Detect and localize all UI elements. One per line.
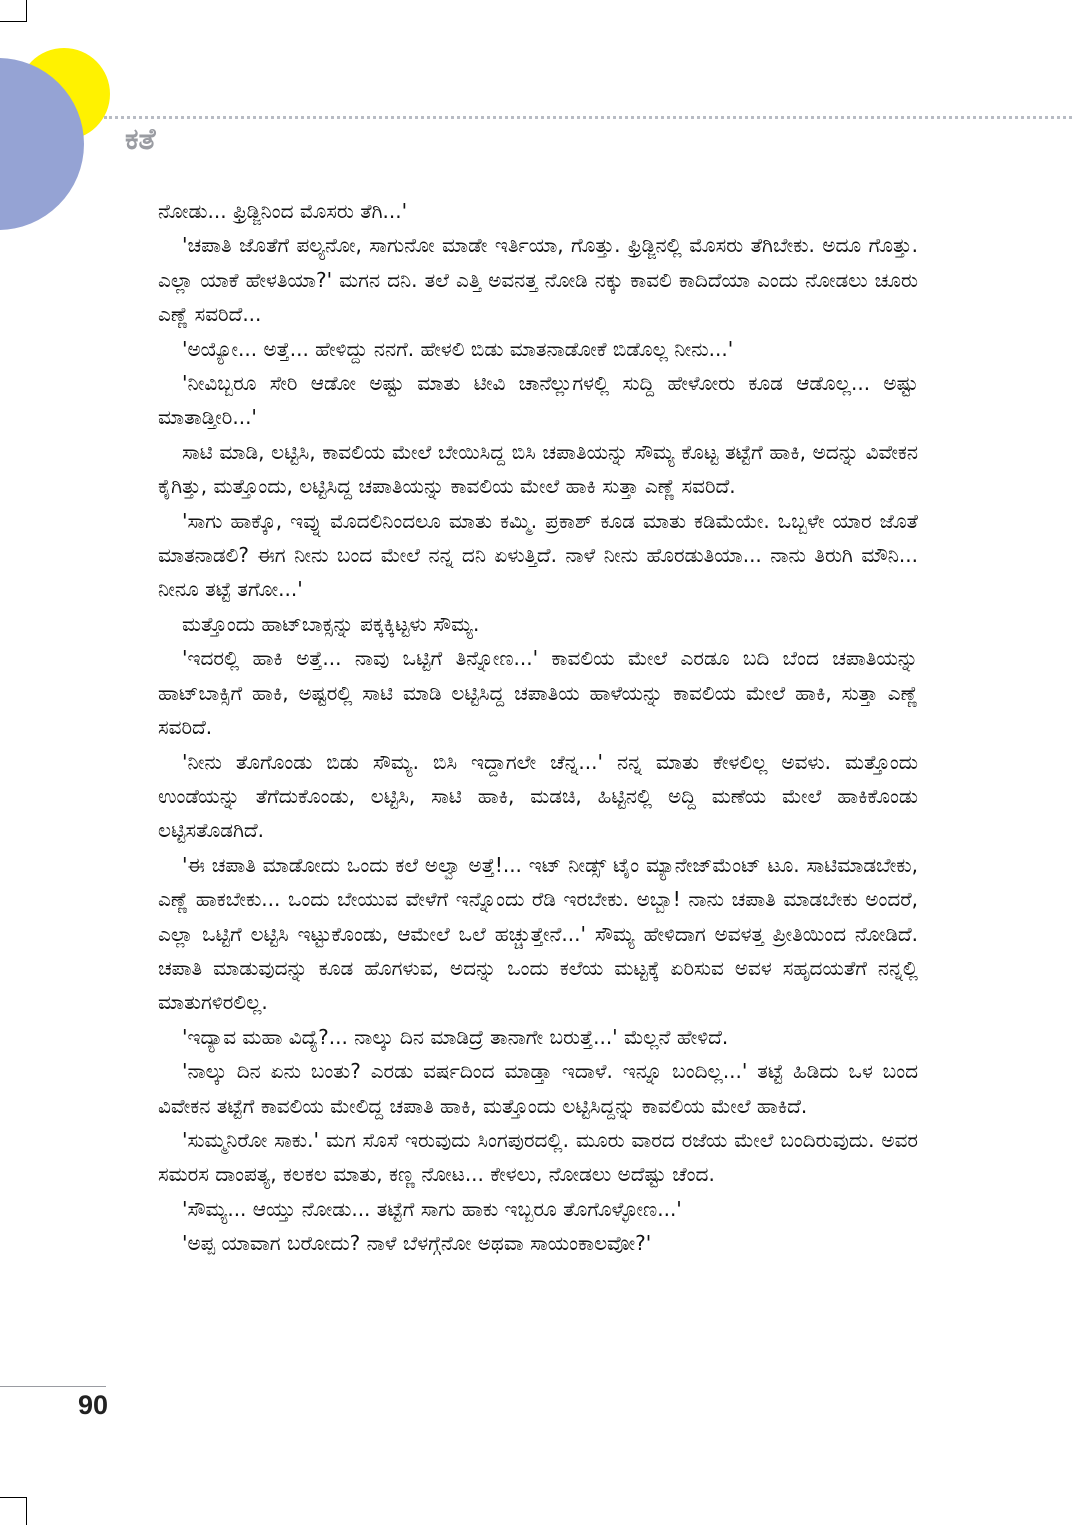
page-number: 90	[78, 1390, 109, 1420]
header-dotted-rule	[104, 116, 1072, 119]
story-paragraph: 'ಅಯ್ಯೋ... ಅತ್ತೆ... ಹೇಳಿದ್ದು ನನಗೆ. ಹೇಳಲಿ ಬಿಡು ಮಾತನಾಡೋಕೆ ಬಿಡೊಲ್ಲ ನೀನು...'	[182, 336, 734, 361]
story-paragraph: 'ಸುಮ್ಮನಿರೋ ಸಾಕು.' ಮಗ ಸೊಸೆ ಇರುವುದು ಸಿಂಗಪುರದಲ್ಲಿ. ಮೂರು ವಾರದ ರಜೆಯ ಮೇಲೆ ಬಂದಿರುವುದು. ಅವರ ಸಮರಸ ದಾಂಪತ್ಯ, ಕಲಕಲ ಮಾತು, ಕಣ್ಣ ನೋಟ... ಕೇಳಲು, ನೋಡಲು ಅದೆಷ್ಟು ಚೆಂದ.	[158, 1127, 918, 1187]
story-paragraph: 'ನೀವಿಬ್ಬರೂ ಸೇರಿ ಆಡೋ ಅಷ್ಟು ಮಾತು ಟೀವಿ ಚಾನೆಲ್ಲುಗಳಲ್ಲಿ ಸುದ್ದಿ ಹೇಳೋರು ಕೂಡ ಆಡೊಲ್ಲ... ಅಷ್ಟು ಮಾತಾಡ್ತೀರಿ...'	[158, 371, 918, 430]
story-paragraph: 'ಚಪಾತಿ ಜೊತೆಗೆ ಪಲ್ಯನೋ, ಸಾಗುನೋ ಮಾಡೇ ಇರ್ತಿಯಾ, ಗೊತ್ತು. ಫ್ರಿಡ್ಜಿನಲ್ಲಿ ಮೊಸರು ತೆಗಿಬೇಕು. ಅದೂ ಗೊತ್ತು. ಎಲ್ಲಾ ಯಾಕೆ ಹೇಳತಿಯಾ?' ಮಗನ ದನಿ. ತಲೆ ಎತ್ತಿ ಅವನತ್ತ ನೋಡಿ ನಕ್ಕು ಕಾವಲಿ ಕಾದಿದೆಯಾ ಎಂದು ನೋಡಲು ಚೂರು ಎಣ್ಣೆ ಸವರಿದೆ...	[158, 233, 918, 327]
story-body	[158, 194, 918, 1261]
crop-mark-top	[26, 0, 27, 22]
section-label: ಕತೆ	[125, 122, 156, 157]
story-paragraph: 'ಅಪ್ಪ ಯಾವಾಗ ಬರೋದು? ನಾಳೆ ಬೆಳಗ್ಗೆನೋ ಅಥವಾ ಸಾಯಂಕಾಲವೋ?'	[182, 1231, 652, 1256]
story-paragraph: 'ನಾಲ್ಕು ದಿನ ಏನು ಬಂತು? ಎರಡು ವರ್ಷದಿಂದ ಮಾಡ್ತಾ ಇದಾಳೆ. ಇನ್ನೂ ಬಂದಿಲ್ಲ...' ತಟ್ಟೆ ಹಿಡಿದು ಒಳ ಬಂದ ವಿವೇಕನ ತಟ್ಟೆಗೆ ಕಾವಲಿಯ ಮೇಲಿದ್ದ ಚಪಾತಿ ಹಾಕಿ, ಮತ್ತೊಂದು ಲಟ್ಟಿಸಿದ್ದನ್ನು ಕಾವಲಿಯ ಮೇಲೆ ಹಾಕಿದೆ.	[158, 1059, 918, 1118]
story-paragraph: ಮತ್ತೊಂದು ಹಾಟ್‌ಬಾಕ್ಸನ್ನು ಪಕ್ಕಕ್ಕಿಟ್ಟಳು ಸೌಮ್ಯ.	[182, 611, 480, 636]
story-paragraph: 'ನೀನು ತೊಗೊಂಡು ಬಿಡು ಸೌಮ್ಯ. ಬಿಸಿ ಇದ್ದಾಗಲೇ ಚೆನ್ನ...' ನನ್ನ ಮಾತು ಕೇಳಲಿಲ್ಲ ಅವಳು. ಮತ್ತೊಂದು ಉಂಡೆಯನ್ನು ತೆಗೆದುಕೊಂಡು, ಲಟ್ಟಿಸಿ, ಸಾಟಿ ಹಾಕಿ, ಮಡಚಿ, ಹಿಟ್ಟಿನಲ್ಲಿ ಅದ್ದಿ ಮಣೆಯ ಮೇಲೆ ಹಾಕಿಕೊಂಡು ಲಟ್ಟಿಸತೊಡಗಿದೆ.	[158, 749, 918, 843]
story-paragraph: ಸಾಟಿ ಮಾಡಿ, ಲಟ್ಟಿಸಿ, ಕಾವಲಿಯ ಮೇಲೆ ಬೇಯಿಸಿದ್ದ ಬಿಸಿ ಚಪಾತಿಯನ್ನು ಸೌಮ್ಯ ಕೊಟ್ಟ ತಟ್ಟೆಗೆ ಹಾಕಿ, ಅದನ್ನು ವಿವೇಕನ ಕೈಗಿತ್ತು, ಮತ್ತೊಂದು, ಲಟ್ಟಿಸಿದ್ದ ಚಪಾತಿಯನ್ನು ಕಾವಲಿಯ ಮೇಲೆ ಹಾಕಿ ಸುತ್ತಾ ಎಣ್ಣೆ ಸವರಿದೆ.	[158, 439, 918, 499]
story-paragraph: 'ಇದರಲ್ಲಿ ಹಾಕಿ ಅತ್ತೆ... ನಾವು ಒಟ್ಟಿಗೆ ತಿನ್ನೋಣ...' ಕಾವಲಿಯ ಮೇಲೆ ಎರಡೂ ಬದಿ ಬೆಂದ ಚಪಾತಿಯನ್ನು ಹಾಟ್‌ಬಾಕ್ಸಿಗೆ ಹಾಕಿ, ಅಷ್ಟರಲ್ಲಿ ಸಾಟಿ ಮಾಡಿ ಲಟ್ಟಿಸಿದ್ದ ಚಪಾತಿಯ ಹಾಳೆಯನ್ನು ಕಾವಲಿಯ ಮೇಲೆ ಹಾಕಿ, ಸುತ್ತಾ ಎಣ್ಣೆ ಸವರಿದೆ.	[158, 646, 918, 740]
crop-mark-top-horizontal	[0, 21, 26, 22]
story-paragraph: 'ಸಾಗು ಹಾಕ್ಕೊ, ಇವ್ನು ಮೊದಲಿನಿಂದಲೂ ಮಾತು ಕಮ್ಮಿ. ಪ್ರಕಾಶ್ ಕೂಡ ಮಾತು ಕಡಿಮೆಯೇ. ಒಬ್ಬಳೇ ಯಾರ ಜೊತೆ ಮಾತನಾಡಲಿ? ಈಗ ನೀನು ಬಂದ ಮೇಲೆ ನನ್ನ ದನಿ ಏಳುತ್ತಿದೆ. ನಾಳೆ ನೀನು ಹೊರಡುತಿಯಾ... ನಾನು ತಿರುಗಿ ಮೌನಿ... ನೀನೂ ತಟ್ಟೆ ತಗೋ...'	[158, 508, 918, 602]
story-paragraph: 'ಇದ್ಯಾವ ಮಹಾ ವಿದ್ಯೆ?... ನಾಲ್ಕು ದಿನ ಮಾಡಿದ್ರೆ ತಾನಾಗೇ ಬರುತ್ತೆ...' ಮೆಲ್ಲನೆ ಹೇಳಿದೆ.	[182, 1024, 729, 1049]
crop-mark-bottom	[26, 1497, 27, 1525]
story-paragraph: ನೋಡು... ಫ್ರಿಡ್ಜಿನಿಂದ ಮೊಸರು ತೆಗಿ...'	[158, 199, 408, 223]
crop-mark-bottom-horizontal	[0, 1497, 26, 1498]
story-paragraph: 'ಸೌಮ್ಯ... ಆಯ್ತು ನೋಡು... ತಟ್ಟೆಗೆ ಸಾಗು ಹಾಕು ಇಬ್ಬರೂ ತೊಗೊಳ್ಳೋಣ...'	[182, 1196, 682, 1221]
story-paragraph: 'ಈ ಚಪಾತಿ ಮಾಡೋದು ಒಂದು ಕಲೆ ಅಲ್ವಾ ಅತ್ತೆ!... ಇಟ್ ನೀಡ್ಸ್ ಟೈಂ ಮ್ಯಾನೇಜ್‌ಮೆಂಟ್ ಟೂ. ಸಾಟಿಮಾಡಬೇಕು, ಎಣ್ಣೆ ಹಾಕಬೇಕು... ಒಂದು ಬೇಯುವ ವೇಳೆಗೆ ಇನ್ನೊಂದು ರೆಡಿ ಇರಬೇಕು. ಅಬ್ಬಾ! ನಾನು ಚಪಾತಿ ಮಾಡಬೇಕು ಅಂದರೆ, ಎಲ್ಲಾ ಒಟ್ಟಿಗೆ ಲಟ್ಟಿಸಿ ಇಟ್ಟುಕೊಂಡು, ಆಮೇಲೆ ಒಲೆ ಹಚ್ಚುತ್ತೇನೆ...' ಸೌಮ್ಯ ಹೇಳಿದಾಗ ಅವಳತ್ತ ಪ್ರೀತಿಯಿಂದ ನೋಡಿದೆ. ಚಪಾತಿ ಮಾಡುವುದನ್ನು ಕೂಡ ಹೊಗಳುವ, ಅದನ್ನು ಒಂದು ಕಲೆಯ ಮಟ್ಟಕ್ಕೆ ಏರಿಸುವ ಅವಳ ಸಹೃದಯತೆಗೆ ನನ್ನಲ್ಲಿ ಮಾತುಗಳಿರಲಿಲ್ಲ.	[158, 852, 918, 1015]
